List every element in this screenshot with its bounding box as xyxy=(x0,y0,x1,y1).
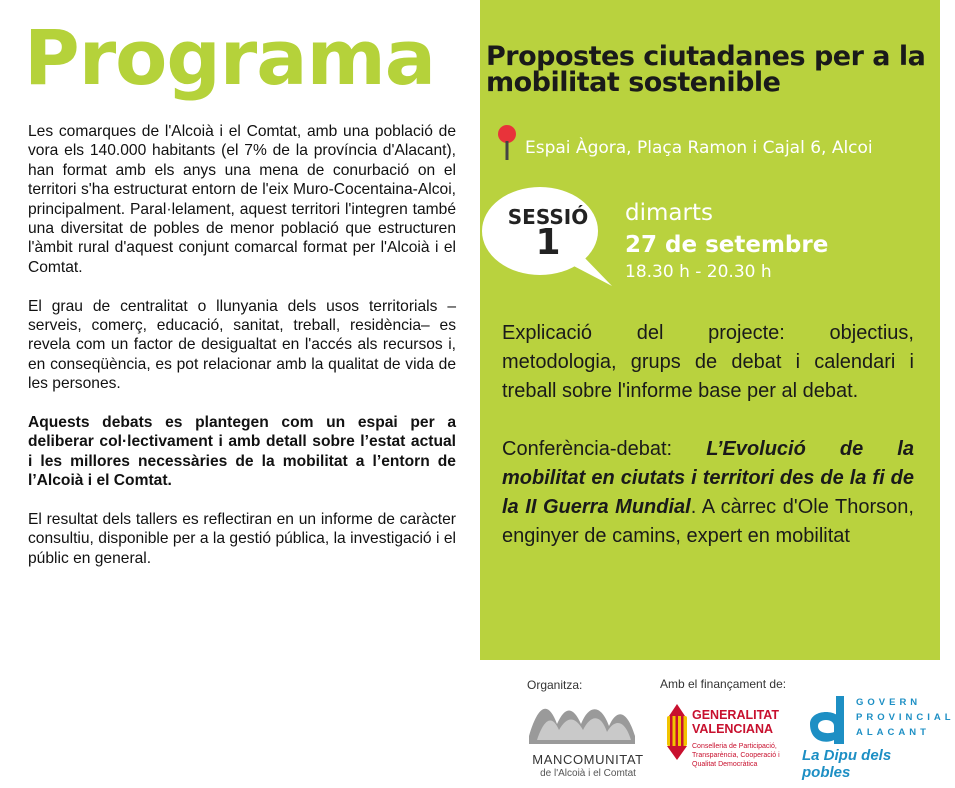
generalitat-name xyxy=(692,708,779,736)
page-title: Programa xyxy=(24,13,436,102)
paragraph-4: El resultat dels tallers es reflectiran en un informe de caràcter consultiu, disponible per a la gestió pública, la investigació i el públic en general. xyxy=(28,511,456,567)
generalitat-line1: GENERALITAT xyxy=(692,708,780,722)
paragraph-2: El grau de centralitat o llunyania dels usos territorials –serveis, comerç, educació, sanitat, treball, residència– es revela com un factor de desigualtat en l'accés als recursos i, en conseqüència, es pot relacionar amb la qualitat de vida de les persones. xyxy=(28,297,456,393)
conference-text xyxy=(502,435,914,551)
mancomunitat-sub: de l'Alcoià i el Comtat xyxy=(540,768,636,779)
session-number: 1 xyxy=(535,222,561,263)
conference-suffix: . A càrrec d'Ole Thorson, enginyer de camins, expert en mobilitat xyxy=(502,496,914,547)
session-date: 27 de setembre xyxy=(625,232,829,258)
funding-label: Amb el finançament de: xyxy=(660,677,787,691)
diputacio-logo xyxy=(802,694,850,746)
session-time: 18.30 h - 20.30 h xyxy=(625,262,772,282)
location-text: Espai Àgora, Plaça Ramon i Cajal 6, Alcoi xyxy=(525,138,873,158)
description-text: Explicació del projecte: objectius, metodologia, grups de debat i calendari i treball sobre l'informe base per al debat. xyxy=(502,322,914,402)
intro-text xyxy=(28,122,456,588)
generalitat-department: Conselleria de Participació, Transparència, Cooperació i Qualitat Democràtica xyxy=(692,743,780,768)
mancomunitat-logo xyxy=(527,696,637,746)
event-title: Propostes ciutadanes per a la mobilitat sostenible xyxy=(486,41,926,98)
diputacio-line2: PROVINCIAL xyxy=(856,712,955,723)
organizer-label: Organitza: xyxy=(527,678,583,692)
generalitat-line2: VALENCIANA xyxy=(692,722,774,736)
session-description xyxy=(502,319,914,580)
session-label: SESSIÓ xyxy=(507,205,589,229)
paragraph-3: Aquests debats es plantegen com un espai per a deliberar col·lectivament i amb detall sobre l’estat actual i les millores necessàries de la mobilitat a l’entorn de l’Alcoià i el Comtat. xyxy=(28,414,456,490)
conference-prefix: Conferència-debat: xyxy=(502,438,707,460)
diputacio-name xyxy=(856,695,955,740)
diputacio-slogan: La Dipu dels pobles xyxy=(802,747,892,781)
session-day: dimarts xyxy=(625,200,713,226)
conference-title: L’Evolució de la mobilitat en ciutats i territori des de la fi de la II Guerra Mundial xyxy=(502,438,914,518)
diputacio-line3: ALACANT xyxy=(856,727,930,738)
mancomunitat-name: MANCOMUNITAT xyxy=(532,752,644,767)
location-pin-icon xyxy=(496,124,518,162)
paragraph-1: Les comarques de l'Alcoià i el Comtat, amb una població de vora els 140.000 habitants (el 7% de la província d'Alacant), han format amb els anys una mena de conurbació on el territori s'ha estructurat entorn de l'eix Muro-Cocentaina-Alcoi, principalment. Paral·lelament, aquest territori l'integren també una diversitat de pobles de menor població que estructuren l'àmbit rural d'aquest conjunt comarcal format per l'Alcoià i el Comtat. xyxy=(28,123,456,276)
diputacio-line1: GOVERN xyxy=(856,697,922,708)
generalitat-shield-logo xyxy=(664,700,690,762)
